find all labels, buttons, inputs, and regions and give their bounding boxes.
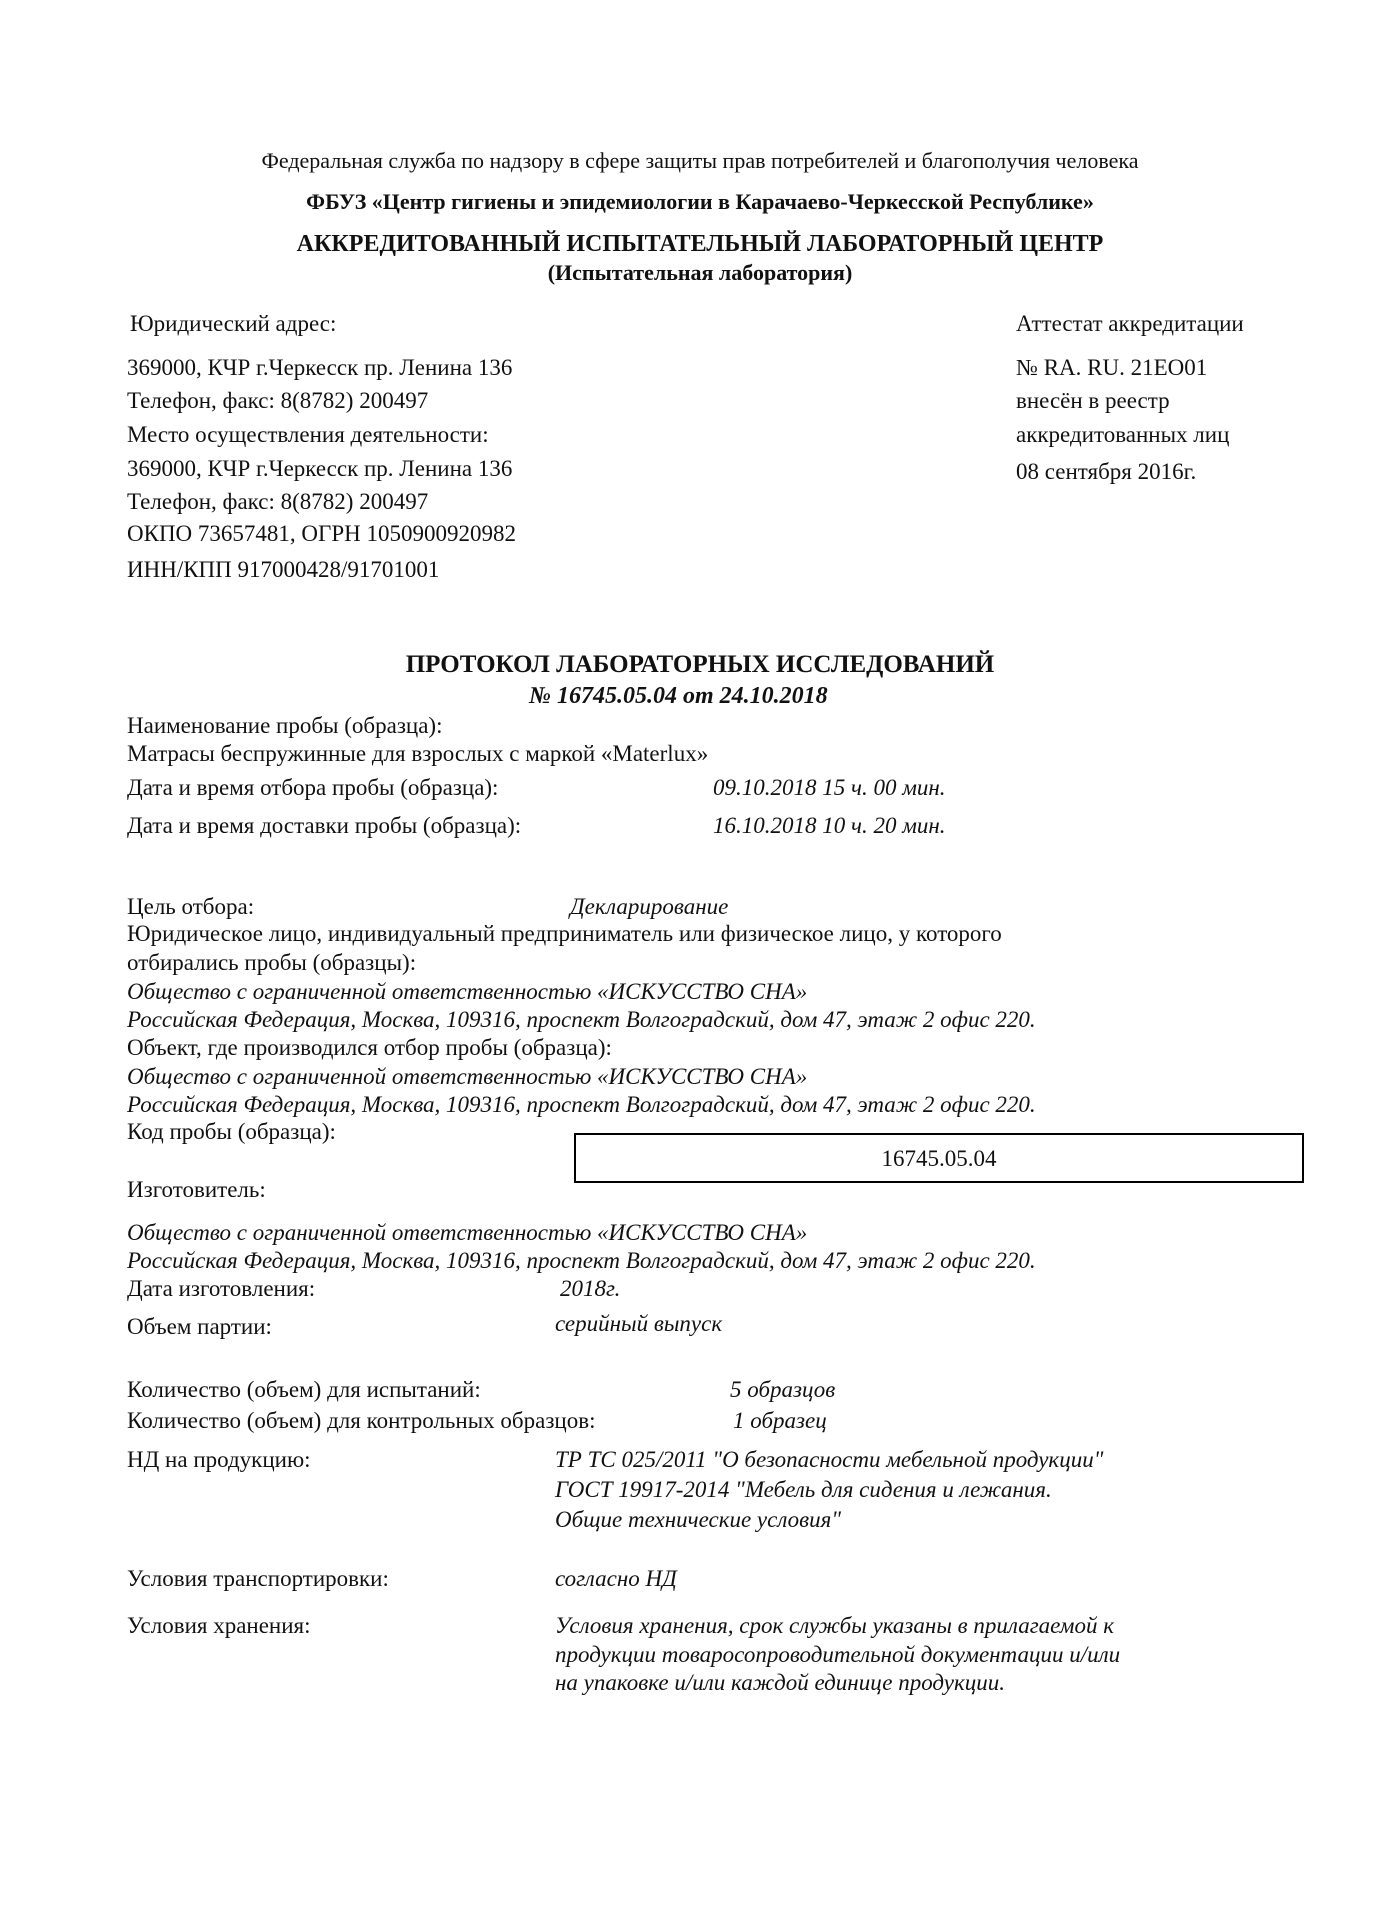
delivery-date-value: 16.10.2018 10 ч. 20 мин. [713, 813, 946, 838]
entity-name: Общество с ограниченной ответственностью «ИСКУССТВО СНА» [127, 979, 808, 1004]
production-date-value: 2018г. [560, 1276, 621, 1301]
agency-name: Федеральная служба по надзору в сфере защиты прав потребителей и благополучия человека [261, 148, 1139, 173]
manufacturer-address: Российская Федерация, Москва, 109316, проспект Волгоградский, дом 47, этаж 2 офис 220. [127, 1248, 1036, 1273]
sampling-date-value: 09.10.2018 15 ч. 00 мин. [713, 775, 946, 800]
legal-address: 369000, КЧР г.Черкесск пр. Ленина 136 [127, 355, 513, 380]
transport-label: Условия транспортировки: [127, 1566, 389, 1591]
accreditation-number: № RA. RU. 21ЕО01 [1016, 355, 1208, 380]
accreditation-label: Аттестат аккредитации [1016, 311, 1244, 336]
control-quantity-value: 1 образец [733, 1408, 827, 1433]
purpose-label: Цель отбора: [127, 894, 255, 919]
storage-line-3: на упаковке и/или каждой единице продукции. [555, 1670, 1005, 1695]
accreditation-line-2: аккредитованных лиц [1016, 422, 1230, 447]
activity-address: 369000, КЧР г.Черкесск пр. Ленина 136 [127, 456, 513, 481]
accreditation-date: 08 сентября 2016г. [1016, 459, 1197, 484]
protocol-number: № 16745.05.04 от 24.10.2018 [529, 683, 828, 709]
batch-value: серийный выпуск [555, 1311, 723, 1336]
object-name: Общество с ограниченной ответственностью «ИСКУССТВО СНА» [127, 1064, 808, 1089]
transport-value: согласно НД [555, 1566, 677, 1591]
nd-label: НД на продукцию: [127, 1447, 311, 1472]
test-quantity-value: 5 образцов [730, 1377, 836, 1402]
batch-label: Объем партии: [127, 1314, 272, 1339]
object-label: Объект, где производился отбор пробы (образца): [127, 1035, 612, 1060]
sample-code-box [574, 1133, 1304, 1183]
okpo-ogrn: ОКПО 73657481, ОГРН 1050900920982 [127, 521, 516, 546]
sampling-date-label: Дата и время отбора пробы (образца): [127, 775, 499, 800]
nd-line-2: ГОСТ 19917-2014 "Мебель для сидения и лежания. [555, 1477, 1052, 1502]
sample-name-label: Наименование пробы (образца): [127, 713, 443, 738]
sample-name-value: Матрасы беспружинные для взрослых с маркой «Materlux» [127, 741, 709, 766]
entity-address: Российская Федерация, Москва, 109316, проспект Волгоградский, дом 47, этаж 2 офис 220. [127, 1007, 1036, 1032]
phone-2: Телефон, факс: 8(8782) 200497 [127, 489, 429, 514]
protocol-title: ПРОТОКОЛ ЛАБОРАТОРНЫХ ИССЛЕДОВАНИЙ [405, 651, 995, 678]
storage-label: Условия хранения: [127, 1613, 311, 1638]
storage-line-1: Условия хранения, срок службы указаны в прилагаемой к [555, 1613, 1114, 1638]
inn-kpp: ИНН/КПП 917000428/91701001 [127, 557, 440, 582]
sample-code-value: 16745.05.04 [881, 1146, 997, 1171]
activity-address-label: Место осуществления деятельности: [127, 422, 489, 447]
center-name: АККРЕДИТОВАННЫЙ ИСПЫТАТЕЛЬНЫЙ ЛАБОРАТОРНЫЙ ЦЕНТР [296, 231, 1104, 257]
accreditation-line-1: внесён в реестр [1016, 388, 1170, 413]
production-date-label: Дата изготовления: [127, 1276, 316, 1301]
delivery-date-label: Дата и время доставки пробы (образца): [127, 813, 522, 838]
legal-address-label: Юридический адрес: [130, 311, 337, 336]
nd-line-3: Общие технические условия" [555, 1507, 841, 1532]
sample-code-label: Код пробы (образца): [127, 1119, 336, 1144]
entity-label-1: Юридическое лицо, индивидуальный предприниматель или физическое лицо, у которого [127, 921, 1002, 946]
manufacturer-label: Изготовитель: [127, 1177, 266, 1202]
entity-label-2: отбирались пробы (образцы): [127, 950, 417, 975]
institution-name: ФБУЗ «Центр гигиены и эпидемиологии в Карачаево-Черкесской Республике» [306, 189, 1094, 214]
test-quantity-label: Количество (объем) для испытаний: [127, 1377, 481, 1402]
lab-name: (Испытательная лаборатория) [547, 260, 853, 285]
manufacturer-name: Общество с ограниченной ответственностью «ИСКУССТВО СНА» [127, 1220, 808, 1245]
storage-line-2: продукции товаросопроводительной документации и/или [555, 1642, 1121, 1667]
object-address: Российская Федерация, Москва, 109316, проспект Волгоградский, дом 47, этаж 2 офис 220. [127, 1092, 1036, 1117]
purpose-value: Декларирование [570, 894, 729, 919]
control-quantity-label: Количество (объем) для контрольных образцов: [127, 1408, 596, 1433]
phone-1: Телефон, факс: 8(8782) 200497 [127, 388, 429, 413]
nd-line-1: ТР ТС 025/2011 "О безопасности мебельной продукции" [555, 1447, 1104, 1472]
